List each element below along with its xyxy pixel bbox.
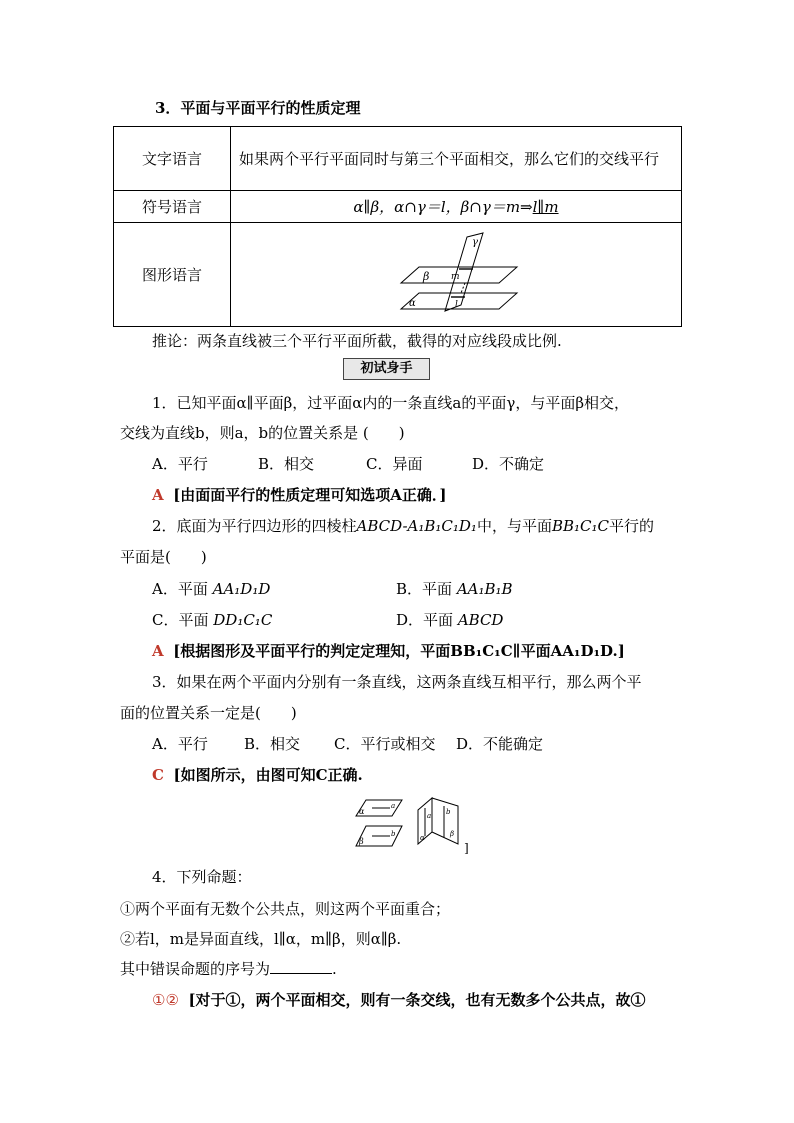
q3-option-c: C．平行或相交 (334, 735, 436, 753)
q2-opt-b-val: AA₁B₁B (456, 580, 513, 598)
row-label-symbol-language: 符号语言 (114, 191, 231, 223)
q2-text-b: 中，与平面 (476, 517, 552, 535)
row-content-symbol-language (231, 191, 682, 223)
q2-plane: BB₁C₁C (551, 517, 609, 535)
q3-label-b: b (391, 830, 396, 838)
q3-option-b: B．相交 (244, 735, 301, 753)
row-content-figure (231, 223, 682, 327)
row-label-text-language: 文字语言 (114, 127, 231, 191)
q4-answer (152, 989, 646, 1010)
q3-label-alpha-right: α (420, 834, 425, 842)
symbol-conclusion: l∥m (532, 198, 559, 216)
q3-label-beta-bottom: β (359, 837, 364, 846)
q1-line1: 1．已知平面α∥平面β，过平面α内的一条直线a的平面γ，与平面β相交， (152, 394, 629, 412)
table-row-symbol (114, 191, 682, 223)
q4-line1: 4．下列命题： (152, 868, 252, 886)
q2-answer-letter: A (152, 642, 164, 660)
table-row-text (114, 127, 682, 191)
q2-option-b (396, 578, 513, 599)
label-m: m (451, 272, 460, 282)
q3-line1: 3．如果在两个平面内分别有一条直线，这两条直线互相平行，那么两个平 (152, 673, 642, 691)
q2-opt-c-label: C．平面 (152, 611, 209, 629)
q2-opt-a-label: A．平面 (152, 580, 208, 598)
q1-option-b: B．相交 (258, 455, 315, 473)
q1-option-c: C．异面 (366, 455, 423, 473)
q2-prism: ABCD-A₁B₁C₁D₁ (356, 517, 477, 535)
label-gamma: γ (472, 237, 478, 248)
plane-alpha (401, 293, 517, 309)
q4-ask-end: . (332, 960, 337, 978)
q2-option-a (152, 578, 270, 599)
q4-item1: ①两个平面有无数个公共点，则这两个平面重合； (120, 900, 451, 918)
label-beta: β (423, 270, 430, 283)
q3-answer (152, 764, 363, 785)
q2-explanation: [根据图形及平面平行的判定定理知，平面BB₁C₁C∥平面AA₁D₁D.] (173, 642, 625, 660)
q1-explanation: [由面面平行的性质定理可知选项A正确．] (173, 486, 447, 504)
q2-text-a: 2．底面为平行四边形的四棱柱 (152, 517, 357, 535)
q1-option-d: D．不确定 (472, 455, 545, 473)
corollary-text: 推论：两条直线被三个平行平面所截，截得的对应线段成比例. (152, 332, 562, 350)
symbol-statement: α∥β，α∩γ＝l，β∩γ＝m⇒ (353, 198, 533, 216)
row-content-text-language: 如果两个平行平面同时与第三个平面相交，那么它们的交线平行 (231, 127, 682, 191)
q3-label-beta-right: β (450, 830, 455, 838)
q3-line2: 面的位置关系一定是( ) (120, 704, 297, 722)
q1-option-a: A．平行 (152, 455, 208, 473)
q2-opt-d-label: D．平面 (396, 611, 454, 629)
q4-answer-blank (270, 959, 332, 974)
q2-opt-a-val: AA₁D₁D (212, 580, 271, 598)
q3-answer-letter: C (152, 766, 164, 784)
q1-line2: 交线为直线b，则a，b的位置关系是 ( ) (120, 424, 405, 442)
q4-item2: ②若l，m是异面直线，l∥α，m∥β，则α∥β. (120, 930, 402, 948)
parallel-planes-figure (399, 231, 539, 317)
section-banner: 初试身手 (343, 358, 430, 380)
q2-option-c (152, 609, 272, 630)
q3-label-a-right: a (427, 812, 432, 820)
q3-figure-bracket: ] (464, 841, 469, 854)
row-label-figure-language: 图形语言 (114, 223, 231, 327)
table-row-figure (114, 223, 682, 327)
q2-opt-d-val: ABCD (457, 611, 504, 629)
q3-figure (352, 796, 474, 854)
label-l: l (455, 300, 458, 310)
q3-label-b-right: b (446, 808, 451, 816)
label-alpha: α (409, 298, 416, 309)
q3-plane-beta-open (432, 798, 458, 844)
hidden-edge (461, 283, 465, 293)
q4-ask (120, 958, 337, 979)
q3-option-d: D．不能确定 (456, 735, 544, 753)
q4-explanation: [对于①，两个平面相交，则有一条交线，也有无数多个公共点，故① (188, 991, 646, 1009)
section-title: 3．平面与平面平行的性质定理 (155, 99, 361, 117)
q2-answer (152, 640, 625, 661)
q2-line2: 平面是( ) (120, 548, 207, 566)
q2-opt-c-val: DD₁C₁C (213, 611, 273, 629)
q4-ask-text: 其中错误命题的序号为 (120, 960, 271, 978)
q3-label-alpha-top: α (359, 807, 365, 816)
q2-line1 (152, 515, 654, 536)
q4-answer-letter: ①② (152, 991, 179, 1009)
q2-opt-b-label: B．平面 (396, 580, 453, 598)
q3-option-a: A．平行 (152, 735, 208, 753)
q3-explanation: [如图所示，由图可知C正确. (173, 766, 363, 784)
q2-option-d (396, 609, 503, 630)
q2-text-c: 平行的 (609, 517, 655, 535)
q1-answer (152, 484, 447, 505)
q1-answer-letter: A (152, 486, 164, 504)
theorem-table (113, 126, 682, 327)
q3-label-a: a (391, 802, 396, 810)
